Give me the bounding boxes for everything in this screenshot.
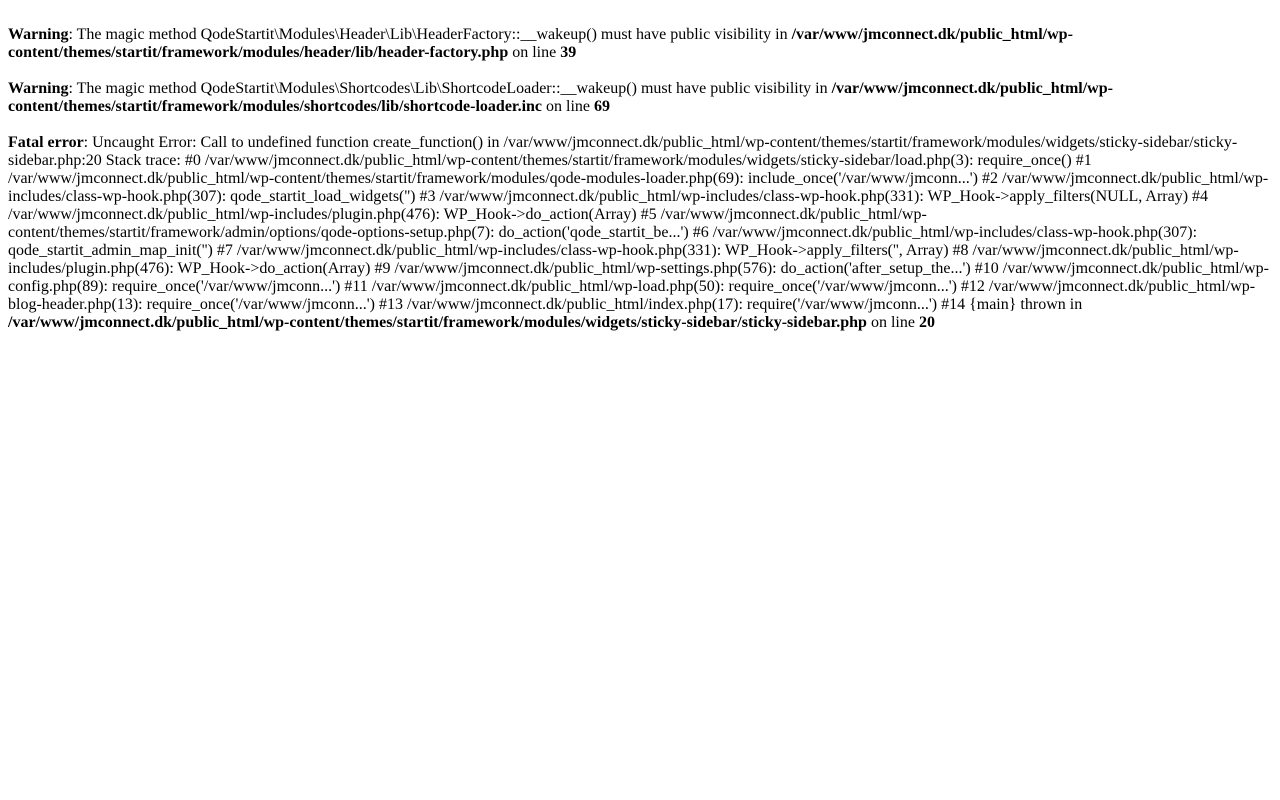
error-line-number: 39: [560, 44, 577, 61]
error-message-text: : The magic method QodeStartit\Modules\Header\Lib\HeaderFactory::__wakeup() must have public visibility in: [68, 26, 792, 43]
error-file-path: /var/www/jmconnect.dk/public_html/wp-content/themes/startit/framework/modules/shortcodes/lib/shortcode-loader.inc: [8, 80, 1113, 115]
error-message-text: : Uncaught Error: Call to undefined function create_function() in /var/www/jmconnect.dk/public_html/wp-content/themes/startit/framework/modules/widgets/sticky-sidebar/sticky-sidebar.php:20 Stack trace: #0 /var/www/jmconnect.dk/public_html/wp-content/themes/startit/framework/modules/widgets/sticky-sidebar/load.php(3): require_once() #1 /var/www/jmconnect.dk/public_html/wp-content/themes/startit/framework/modules/qode-modules-loader.php(69): include_once('/var/www/jmconn...') #2 /var/www/jmconnect.dk/public_html/wp-includes/class-wp-hook.php(307): qode_startit_load_widgets('') #3 /var/www/jmconnect.dk/public_html/wp-includes/class-wp-hook.php(331): WP_Hook->apply_filters(NULL, Array) #4 /var/www/jmconnect.dk/public_html/wp-includes/plugin.php(476): WP_Hook->do_action(Array) #5 /var/www/jmconnect.dk/public_html/wp-content/themes/startit/framework/admin/options/qode-options-setup.php(7): do_action('qode_startit_be...') #6 /var/www/jmconnect.dk/public_html/wp-includes/class-wp-hook.php(307): qode_startit_admin_map_init('') #7 /var/www/jmconnect.dk/public_html/wp-includes/class-wp-hook.php(331): WP_Hook->apply_filters('', Array) #8 /var/www/jmconnect.dk/public_html/wp-includes/plugin.php(476): WP_Hook->do_action(Array) #9 /var/www/jmconnect.dk/public_html/wp-settings.php(576): do_action('after_setup_the...') #10 /var/www/jmconnect.dk/public_html/wp-config.php(89): require_once('/var/www/jmconn...') #11 /var/www/jmconnect.dk/public_html/wp-load.php(50): require_once('/var/www/jmconn...') #12 /var/www/jmconnect.dk/public_html/wp-blog-header.php(13): require_once('/var/www/jmconn...') #13 /var/www/jmconnect.dk/public_html/index.php(17): require('/var/www/jmconn...') #14 {main} thrown in: [8, 134, 1269, 313]
error-file-path: /var/www/jmconnect.dk/public_html/wp-content/themes/startit/framework/modules/header/lib/header-factory.php: [8, 26, 1073, 61]
error-level-label: Warning: [8, 26, 69, 43]
on-line-text: on line: [542, 98, 595, 115]
warning-message-shortcode-loader: [8, 80, 1272, 116]
error-line-number: 20: [918, 314, 935, 331]
error-line-number: 69: [594, 98, 611, 115]
error-level-label: Warning: [8, 80, 69, 97]
error-file-path: /var/www/jmconnect.dk/public_html/wp-content/themes/startit/framework/modules/widgets/sticky-sidebar/sticky-sidebar.php: [8, 314, 867, 331]
on-line-text: on line: [508, 44, 561, 61]
error-level-label: Fatal error: [8, 134, 84, 151]
warning-message-header-factory: [8, 26, 1272, 62]
error-message-text: : The magic method QodeStartit\Modules\Shortcodes\Lib\ShortcodeLoader::__wakeup() must have public visibility in: [68, 80, 832, 97]
fatal-error-message: [8, 134, 1272, 332]
on-line-text: on line: [866, 314, 919, 331]
